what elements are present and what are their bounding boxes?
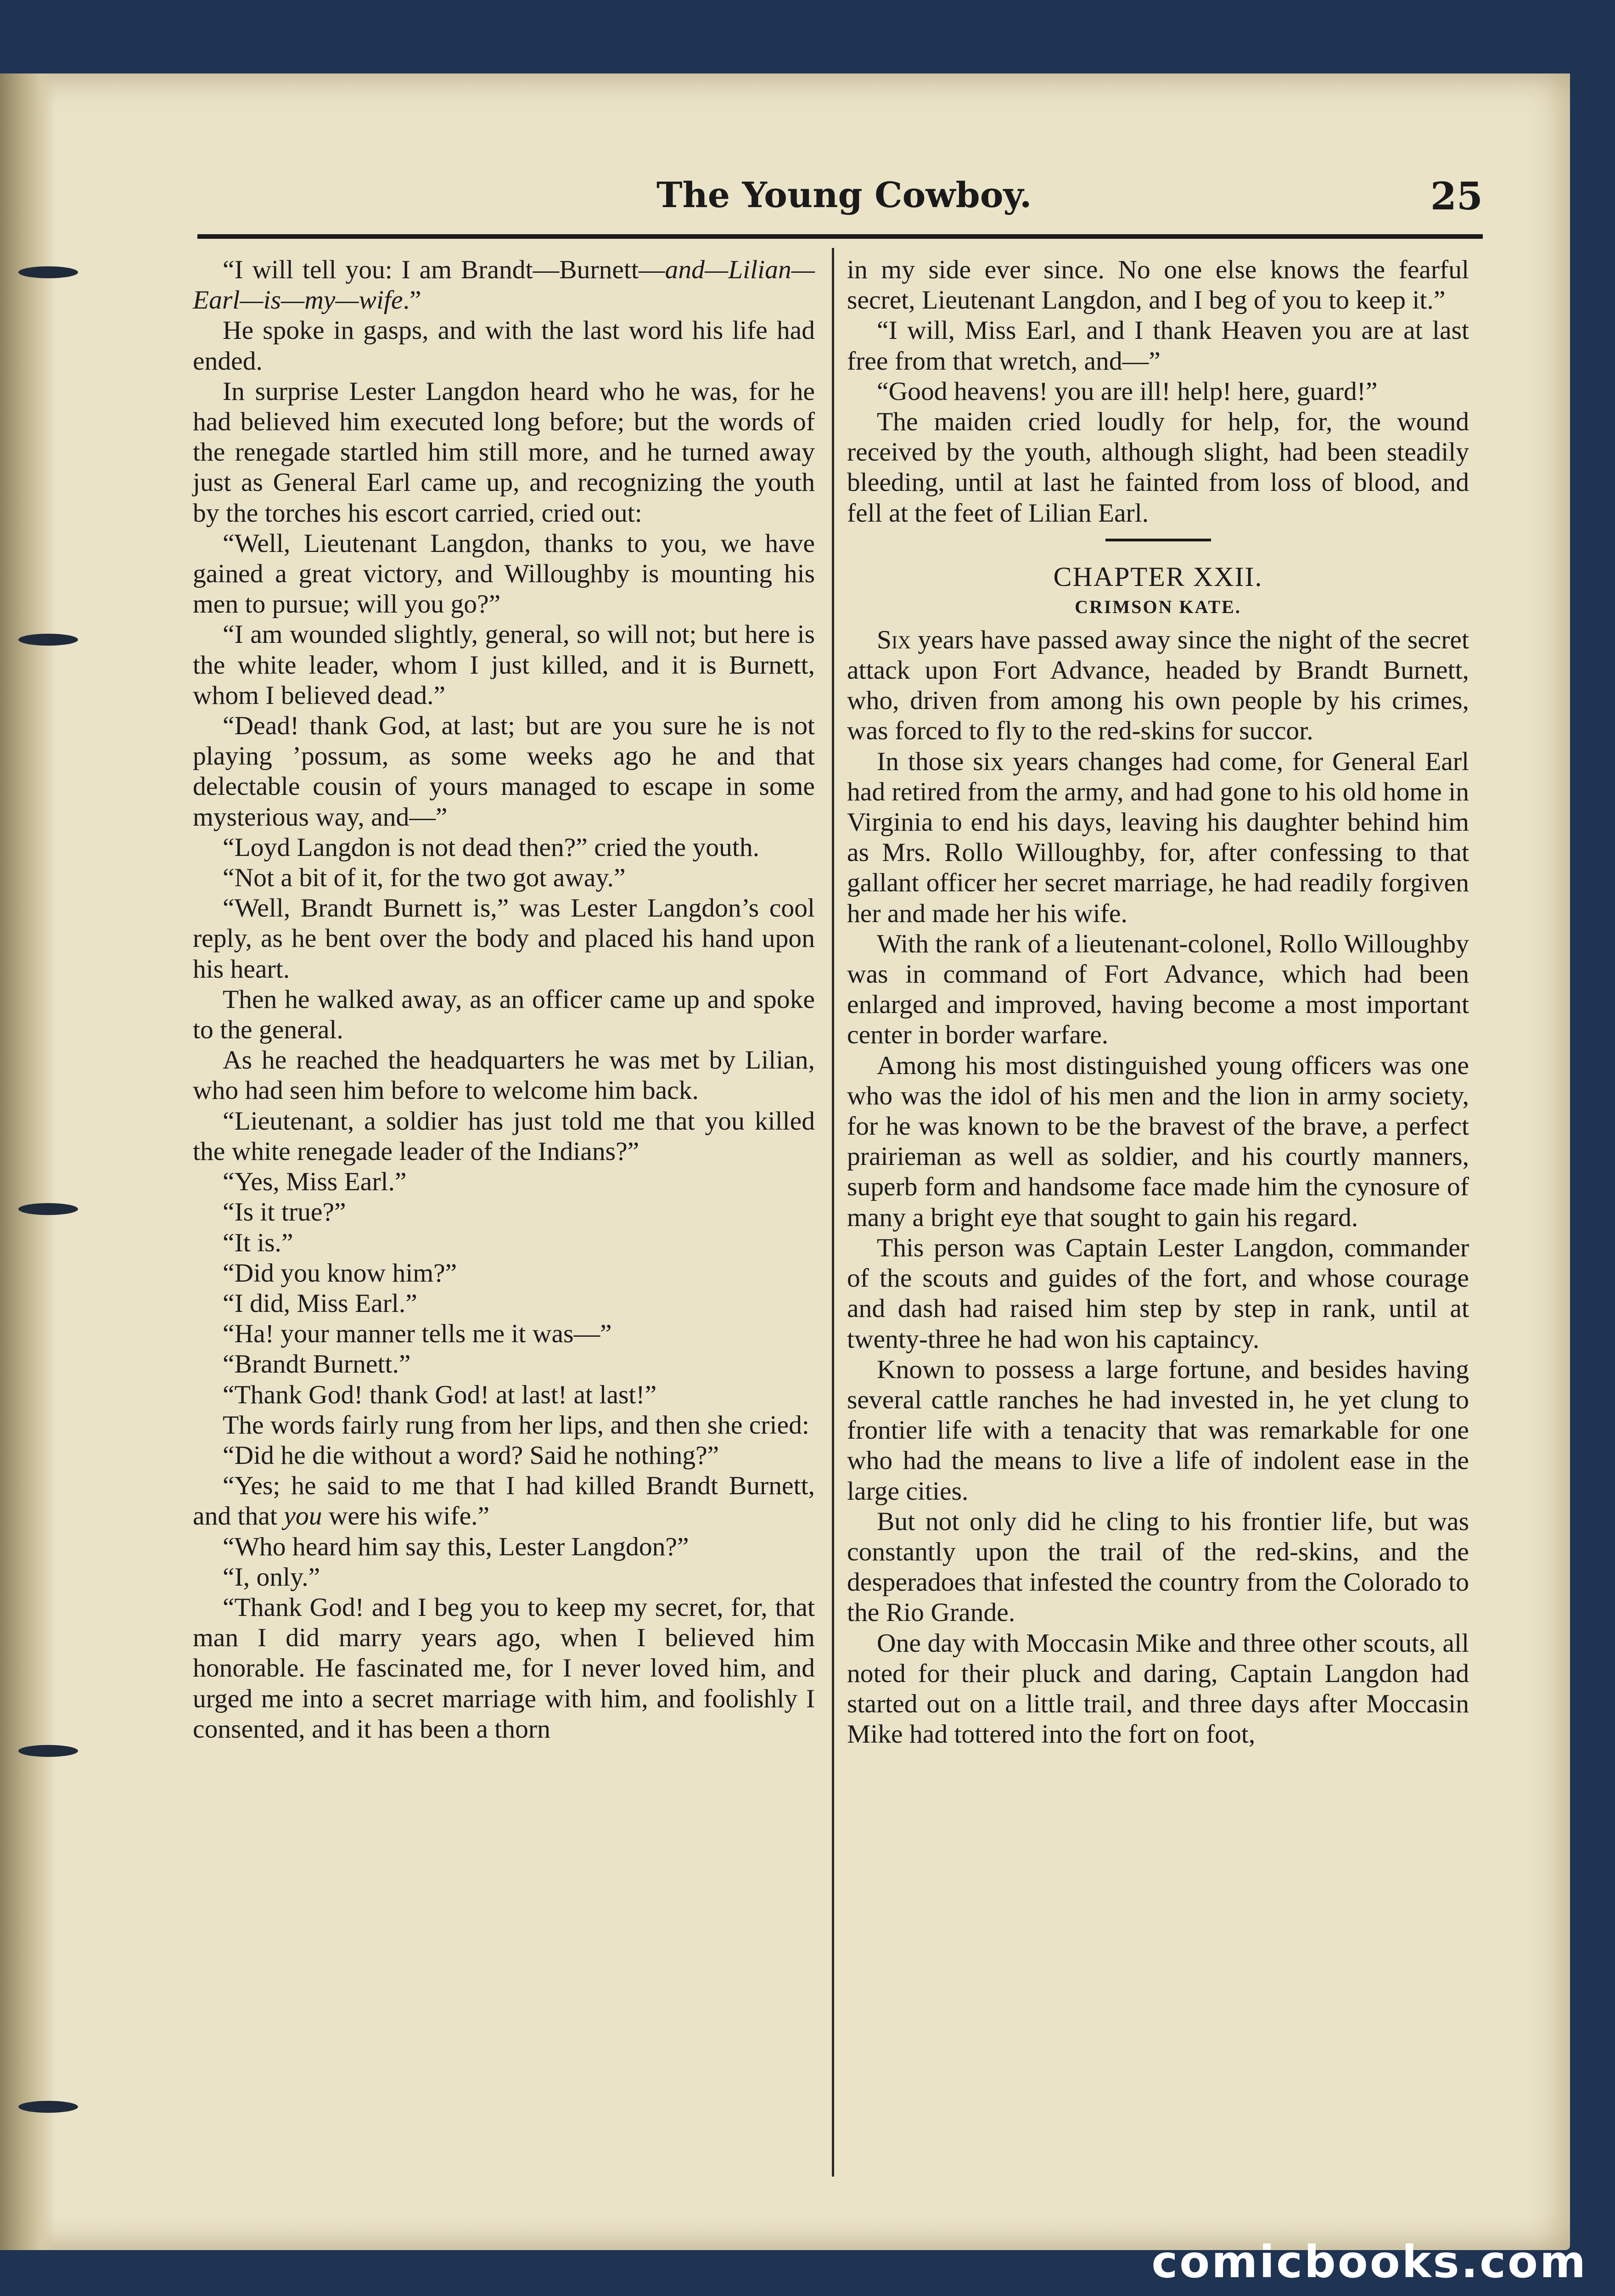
binding-stitch [18, 1745, 78, 1757]
paragraph: Then he walked away, as an officer came up and spoke to the general. [193, 985, 815, 1045]
paragraph: “I, only.” [223, 1562, 320, 1592]
paragraph: With the rank of a lieutenant-colonel, Rollo Willoughby was in command of Fort Advance, which had been enlarged and improved, having become a most important center in border warfare. [847, 929, 1469, 1050]
paragraph: The maiden cried loudly for help, for, the wound received by the youth, although slight, had been steadily bleeding, until at last he fainted from loss of blood, and fell at the feet of Lilian Earl. [847, 407, 1469, 528]
paragraph: “Who heard him say this, Lester Langdon?” [223, 1532, 689, 1561]
paragraph: As he reached the headquarters he was met by Lilian, who had seen him before to welcome him back. [193, 1046, 815, 1105]
left-column [193, 255, 815, 1745]
binding-stitch [18, 1203, 78, 1215]
chapter-rule [1105, 539, 1211, 541]
paragraph: Among his most distinguished young officers was one who was the idol of his men and the lion in army society, for he was known to be the bravest of the brave, a perfect prairieman as well as soldier, and his courtly manners, superb form and handsome face made him the cynosure of many a bright eye that sought to gain his regard. [847, 1051, 1469, 1232]
paragraph: “Is it true?” [223, 1198, 346, 1227]
paragraph: In surprise Lester Langdon heard who he was, for he had believed him executed long before; but the words of the renegade startled him still more, and he turned away just as General Earl came up, and recognizing the youth by the torches his escort carried, cried out: [193, 377, 815, 528]
binding-stitch [18, 266, 78, 278]
paragraph: “Yes; he said to me that I had killed Brandt Burnett, and that you were his wife.” [193, 1471, 815, 1531]
paragraph: In those six years changes had come, for General Earl had retired from the army, and had gone to his old home in Virginia to end his days, leaving his daughter behind him as Mrs. Rollo Willoughby, for, after confessing to that gallant officer her secret marriage, he had readily forgiven her and made her his wife. [847, 747, 1469, 928]
binding-spine [0, 73, 55, 2250]
paragraph: “Brandt Burnett.” [223, 1350, 411, 1379]
paragraph: “Loyd Langdon is not dead then?” cried the youth. [223, 833, 760, 862]
binding-stitch [18, 2101, 78, 2113]
paragraph: in my side ever since. No one else knows the fearful secret, Lieutenant Langdon, and I beg of you to keep it.” [847, 255, 1469, 315]
binding-stitch [18, 634, 78, 646]
right-column [847, 255, 1469, 1750]
paragraph: “Yes, Miss Earl.” [223, 1167, 407, 1197]
page-number: 25 [1430, 174, 1483, 219]
chapter-subtitle: CRIMSON KATE. [1075, 596, 1241, 617]
paragraph: He spoke in gasps, and with the last word his life had ended. [193, 316, 815, 376]
paragraph: “Not a bit of it, for the two got away.” [223, 863, 626, 893]
header-rule [197, 234, 1483, 239]
paragraph: “Good heavens! you are ill! help! here, guard!” [877, 377, 1378, 406]
paragraph: “I am wounded slightly, general, so will not; but here is the white leader, whom I just killed, and it is Burnett, whom I believed dead.” [193, 620, 815, 710]
paragraph: “Thank God! thank God! at last! at last!” [223, 1380, 657, 1409]
running-title: The Young Cowboy. [656, 174, 1032, 215]
paragraph: “Did you know him?” [223, 1258, 457, 1288]
paragraph: “It is.” [223, 1228, 293, 1257]
site-watermark: comicbooks.com [1151, 2236, 1587, 2288]
paragraph: “I will tell you: I am Brandt—Burnett—and—Lilian—Earl—is—my—wife.” [193, 255, 815, 315]
paragraph: The words fairly rung from her lips, and then she cried: [223, 1410, 809, 1440]
chapter-title: CHAPTER XXII. [1053, 561, 1263, 592]
paragraph: “Dead! thank God, at last; but are you sure he is not playing ’possum, as some weeks ago he and that delectable cousin of yours managed to escape in some mysterious way, and—” [193, 711, 815, 832]
paragraph: “I did, Miss Earl.” [223, 1289, 417, 1318]
paragraph: This person was Captain Lester Langdon, commander of the scouts and guides of the fort, and whose courage and dash had raised him step by step in rank, until at twenty-three he had won his captaincy. [847, 1233, 1469, 1354]
paragraph: One day with Moccasin Mike and three other scouts, all noted for their pluck and daring, Captain Langdon had started out on a little trail, and three days after Moccasin Mike had tottered into the fort on foot, [847, 1628, 1469, 1749]
paragraph: But not only did he cling to his frontier life, but was constantly upon the trail of the red-skins, and the desperadoes that infested the country from the Colorado to the Rio Grande. [847, 1507, 1469, 1627]
paragraph: “Did he die without a word? Said he nothing?” [223, 1441, 719, 1470]
paragraph: “Ha! your manner tells me it was—” [223, 1319, 612, 1349]
paragraph: “I will, Miss Earl, and I thank Heaven you are at last free from that wretch, and—” [847, 316, 1469, 376]
paragraph: Six years have passed away since the night of the secret attack upon Fort Advance, headed by Brandt Burnett, who, driven from among his own people by his crimes, was forced to fly to the red-skins for succor. [847, 625, 1469, 746]
paragraph: Known to possess a large fortune, and besides having several cattle ranches he had invested in, he yet clung to frontier life with a tenacity that was remarkable for one who had the means to live a life of indolent ease in the large cities. [847, 1355, 1469, 1506]
column-divider [832, 248, 834, 2177]
paragraph: “Lieutenant, a soldier has just told me that you killed the white renegade leader of the Indians?” [193, 1106, 815, 1166]
paragraph: “Well, Lieutenant Langdon, thanks to you, we have gained a great victory, and Willoughby is mounting his men to pursue; will you go?” [193, 529, 815, 619]
paragraph: “Thank God! and I beg you to keep my secret, for, that man I did marry years ago, when I believed him honorable. He fascinated me, for I never loved him, and urged me into a secret marriage with him, and foolishly I consented, and it has been a thorn [193, 1593, 815, 1744]
paragraph: “Well, Brandt Burnett is,” was Lester Langdon’s cool reply, as he bent over the body and placed his hand upon his heart. [193, 894, 815, 984]
